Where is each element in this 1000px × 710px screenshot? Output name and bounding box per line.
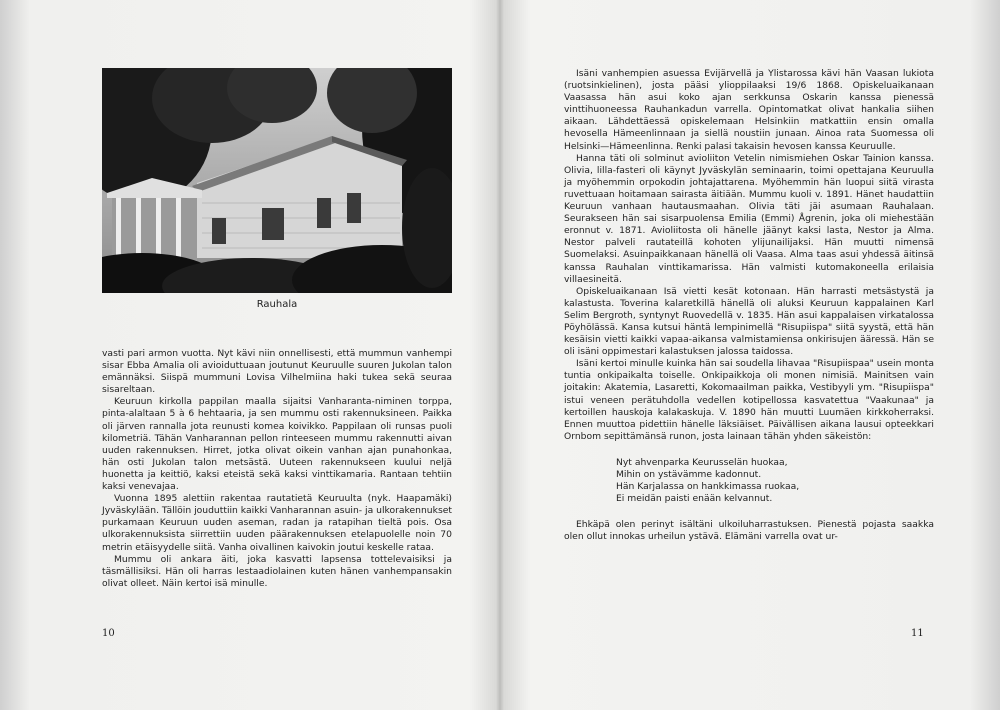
paragraph: Keuruun kirkolla pappilan maalla sijaitsi Vanharanta-niminen torppa, pinta-alaltaan 5 à 6 hehtaaria, ja sen mummu osti rakennuksineen. Paikka oli järven rannalla jota reunusti komea koivikko. Pappilaan oli runsas puoli kilometriä. Tähän Vanharannan pellon rinteeseen mummu rakennutti aivan uuden rakennuksen. Hirret, jotka olivat oikein vanhan ajan punahonkaa, hän osti Jukolan talon metsästä. Uuteen rakennukseen kuului neljä huonetta ja keittiö, kaksi eteistä sekä kaksi vinttikamaria. Rantaan tehtiin kaksi venevajaa. [102, 396, 452, 493]
page-number: 11 [911, 628, 924, 639]
page-number: 10 [102, 628, 115, 639]
poem-line: Mihin on ystävämme kadonnut. [616, 469, 762, 480]
poem-line: Hän Karjalassa on hankkimassa ruokaa, [616, 481, 800, 493]
paragraph: Ehkäpä olen perinyt isältäni ulkoiluharrastuksen. Pienestä pojasta saakka olen ollut innokas urheilun ystävä. Elämäni varrella ovat ur- [564, 519, 934, 543]
left-body-text [102, 348, 452, 590]
poem-stanza [616, 457, 934, 505]
paragraph: vasti pari armon vuotta. Nyt kävi niin onnellisesti, että mummun vanhempi sisar Ebba Amalia oli avioiduttuaan joutunut Keuruulle suuren Jukolan talon emännäksi. Siispä mummuni Lovisa Vilhelmiina haki tukea sekä seuraa sisareltaan. [102, 348, 452, 396]
paragraph: Vuonna 1895 alettiin rakentaa rautatietä Keuruulta (nyk. Haapamäki) Jyväskylään. Tällöin jouduttiin kaikki Vanharannan asuin- ja ulkorakennukset purkamaan Keuruun uuden aseman, radan ja ratapihan tieltä pois. Osa ulkorakennuksista siirrettiin uuden päärakennuksen etelapuolelle noin 70 metrin etäisyydelle siitä. Vanha oivallinen kaivokin joutui keskelle rataa. [102, 493, 452, 553]
poem-line: Nyt ahvenparka Keurusselän huokaa, [616, 456, 788, 468]
paragraph: Mummu oli ankara äiti, joka kasvatti lapsensa tottelevaisiksi ja täsmällisiksi. Hän oli harras lestaadiolainen kuten hänen vanhempansakin olivat olleet. Näin kertoi isä minulle. [102, 553, 452, 589]
paragraph: Isäni vanhempien asuessa Evijärvellä ja Ylistarossa kävi hän Vaasan lukiota (ruotsinkielinen), josta pääsi ylioppilaaksi 19/6 1868. Opiskeluaikanaan Vaasassa hän asui koko ajan serkkunsa Oskarin kanssa pienessä vinttihuoneessa Rauhankadun varrella. Opintomatkat olivat hankalia siihen aikaan. Lähdettäessä opiskelemaan Helsinkiin matkattiin ensin omalla hevosella Hämeenlinnaan ja siellä noustiin junaan. Ainoa rata Suomessa oli Helsinki—Hämeenlinna. Renki palasi takaisin hevosen kanssa Keuruulle. [564, 68, 934, 152]
paragraph: Opiskeluaikanaan Isä vietti kesät kotonaan. Hän harrasti metsästystä ja kalastusta. Toverina kalaretkillä hänellä oli aluksi Keuruun kappalainen Karl Selim Bergroth, syntynyt Ruovedellä v. 1835. Hän asui kappalaisen virkatalossa Pöyhölässä. Kansa kutsui häntä lempinimellä "Risupiispa" siitä syystä, että hän kesäisin vietti kaikki vapaa-aikansa valmistamiensa onkirisujen ääressä. Hän se oli isäni oppimestari kalastuksen jalossa taidossa. [564, 285, 934, 358]
poem-line: Ei meidän paisti enään kelvannut. [616, 493, 773, 505]
house-photo [102, 68, 452, 293]
paragraph: Hanna täti oli solminut avioliiton Vetelin nimismiehen Oskar Tainion kanssa. Olivia, lilla-fasteri oli käynyt Jyväskylän seminaarin, toimi opettajana Keuruulla ja myöhemmin orpokodin johtajattarena. Myöhemmin hän luopui siitä virasta ruvettuaan hoitamaan sairasta äitiään. Mummu kuoli v. 1891. Hänet haudattiin Keuruun vanhaan hautausmaahan. Olivia täti jäi asumaan Rauhalaan. Seurakseen hän sai sisarpuolensa Emilia (Emmi) Ågrenin, joka oli miehestään eronnut v. 1871. Avioliitosta oli hänelle jäänyt kaksi lasta, Nestor ja Alma. Nestor palveli rautateillä kohoten ylijunailijaksi. Hän muutti nimensä Suomelaksi. Asuinpaikkanaan hänellä oli Vaasa. Alma taas asui yhdessä äitinsä kanssa Rauhalan vinttikamarissa. Hän valmisti kutomakoneella erilaisia villaesineitä. [564, 152, 934, 285]
paragraph: Isäni kertoi minulle kuinka hän sai soudella lihavaa "Risupiispaa" usein monta tuntia onkipaikalta toiselle. Onkipaikkoja oli monen nimisiä. Mainitsen vain joitakin: Akatemia, Lasaretti, Kokomaailman paikka, Vestibyyli ym. "Risupiispa" istui veneen perätuhdolla vedellen kotipellossa kasvatettua "Vaakunaa" ja kertoillen hauskoja kalakaskuja. V. 1890 hän muutti Luumäen kirkkoherraksi. Ennen muuttoa pidettiin hänelle läksiäiset. Päivällisen aikana lausui opteekkari Ornbom sepittämänsä runon, josta lainaan tähän yhden säkeistön: [564, 358, 934, 442]
right-body-text [564, 68, 934, 543]
right-page [500, 0, 1000, 710]
photo-caption: Rauhala [256, 299, 298, 310]
